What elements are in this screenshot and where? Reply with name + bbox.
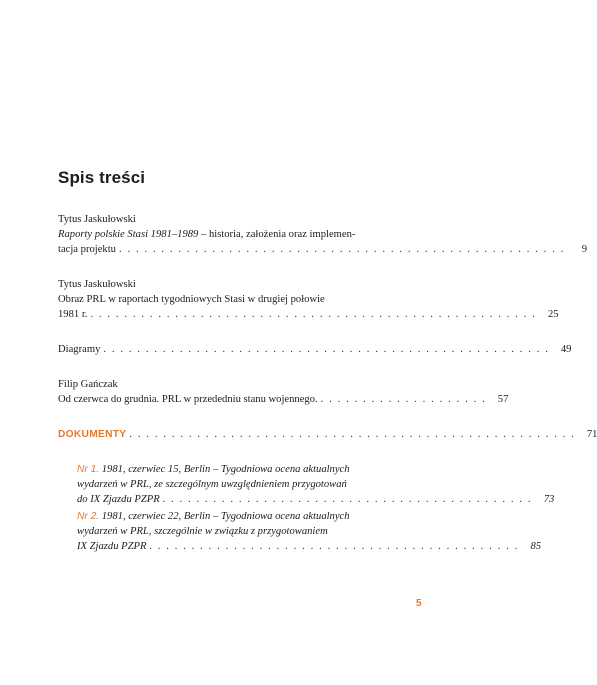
toc-entry-3-line: [58, 342, 572, 357]
documents-page: 71: [586, 429, 597, 440]
toc-entry-1[interactable]: [58, 212, 588, 257]
documents-list: [58, 462, 555, 554]
documents-heading: DOKUMENTY: [58, 429, 127, 440]
document-item-2[interactable]: [77, 509, 542, 554]
dot-leader: . . . . . . . . . . . . . . . . . . . . . . . . . . . . . . . . . . . . . . . . . . . . . . . . . . . . .: [103, 344, 550, 355]
document-item-2-page: 85: [530, 541, 542, 552]
toc-entry-1-title-cont: tacja projektu: [58, 244, 116, 255]
toc-entry-4-author: Filip Gańczak: [58, 379, 118, 390]
document-item-2-title: 1981, czerwiec 22, Berlin – Tygodniowa ocena aktualnych: [99, 511, 350, 522]
dot-leader: . . . . . . . . . . . . . . . . . . . . . . . . . . . . . . . . . . . . . . . . . . . .: [149, 541, 520, 552]
document-item-1[interactable]: [77, 462, 555, 507]
toc-entry-1-title-italic: Raporty polskie Stasi 1981–1989: [58, 229, 199, 240]
document-item-1-title: 1981, czerwiec 15, Berlin – Tygodniowa ocena aktualnych: [99, 464, 350, 475]
toc-entry-4-line: [58, 392, 509, 407]
toc-entry-3-title: Diagramy: [58, 344, 101, 355]
document-item-2-title-cont: IX Zjazdu PZPR: [77, 541, 147, 552]
toc-entry-4[interactable]: [58, 377, 509, 407]
page-title: Spis treści: [58, 168, 146, 187]
document-item-1-line1: [77, 462, 380, 477]
dot-leader: . . . . . . . . . . . . . . . . . . . . . . . . . . . . . . . . . . . . . . . . . . . .: [162, 494, 533, 505]
document-item-2-number: Nr 2.: [77, 511, 100, 522]
document-item-2-line2: wydarzeń w PRL, szczególnie w związku z przygotowaniem: [77, 526, 328, 537]
toc-entry-1-title-line1: [58, 227, 380, 242]
toc-entry-4-page: 57: [497, 394, 509, 405]
toc-documents-section[interactable]: [58, 427, 597, 442]
toc-entry-2-title-line2: [58, 307, 559, 322]
document-item-1-title-cont: do IX Zjazdu PZPR: [77, 494, 160, 505]
toc-entry-2[interactable]: [58, 277, 559, 322]
dot-leader: . . . . . . . . . . . . . . . . . . . .: [320, 394, 487, 405]
document-item-1-number: Nr 1.: [77, 464, 100, 475]
document-item-1-line3: [77, 492, 555, 507]
toc-entry-2-author: Tytus Jaskułowski: [58, 279, 136, 290]
toc-entry-2-title-cont: 1981 r.: [58, 309, 88, 320]
document-item-2-line1: [77, 509, 380, 524]
toc-entry-1-title-line2: [58, 242, 588, 257]
toc-documents-line: [58, 427, 597, 442]
toc-entry-1-title-rest: – historia, założenia oraz implemen-: [198, 229, 356, 240]
dot-leader: . . . . . . . . . . . . . . . . . . . . . . . . . . . . . . . . . . . . . . . . . . . . . . . . . . . . .: [90, 309, 537, 320]
toc-entry-1-author: Tytus Jaskułowski: [58, 214, 136, 225]
toc-entry-2-page: 25: [547, 309, 559, 320]
toc-entry-1-page: 9: [581, 244, 588, 255]
page-number: 5: [416, 598, 422, 609]
table-of-contents: [58, 212, 597, 556]
toc-entry-2-title-line1: Obraz PRL w raportach tygodniowych Stasi w drugiej połowie: [58, 294, 325, 305]
document-item-1-line2: wydarzeń w PRL, ze szczególnym uwzględnieniem przygotowań: [77, 479, 347, 490]
toc-entry-3[interactable]: [58, 342, 572, 357]
document-item-2-line3: [77, 539, 542, 554]
dot-leader: . . . . . . . . . . . . . . . . . . . . . . . . . . . . . . . . . . . . . . . . . . . . . . . . . . . . .: [129, 429, 576, 440]
dot-leader: . . . . . . . . . . . . . . . . . . . . . . . . . . . . . . . . . . . . . . . . . . . . . . . . . . . . .: [118, 244, 566, 255]
toc-entry-3-page: 49: [560, 344, 572, 355]
document-item-1-page: 73: [543, 494, 555, 505]
toc-entry-4-title: Od czerwca do grudnia. PRL w przededniu stanu wojennego.: [58, 394, 318, 405]
